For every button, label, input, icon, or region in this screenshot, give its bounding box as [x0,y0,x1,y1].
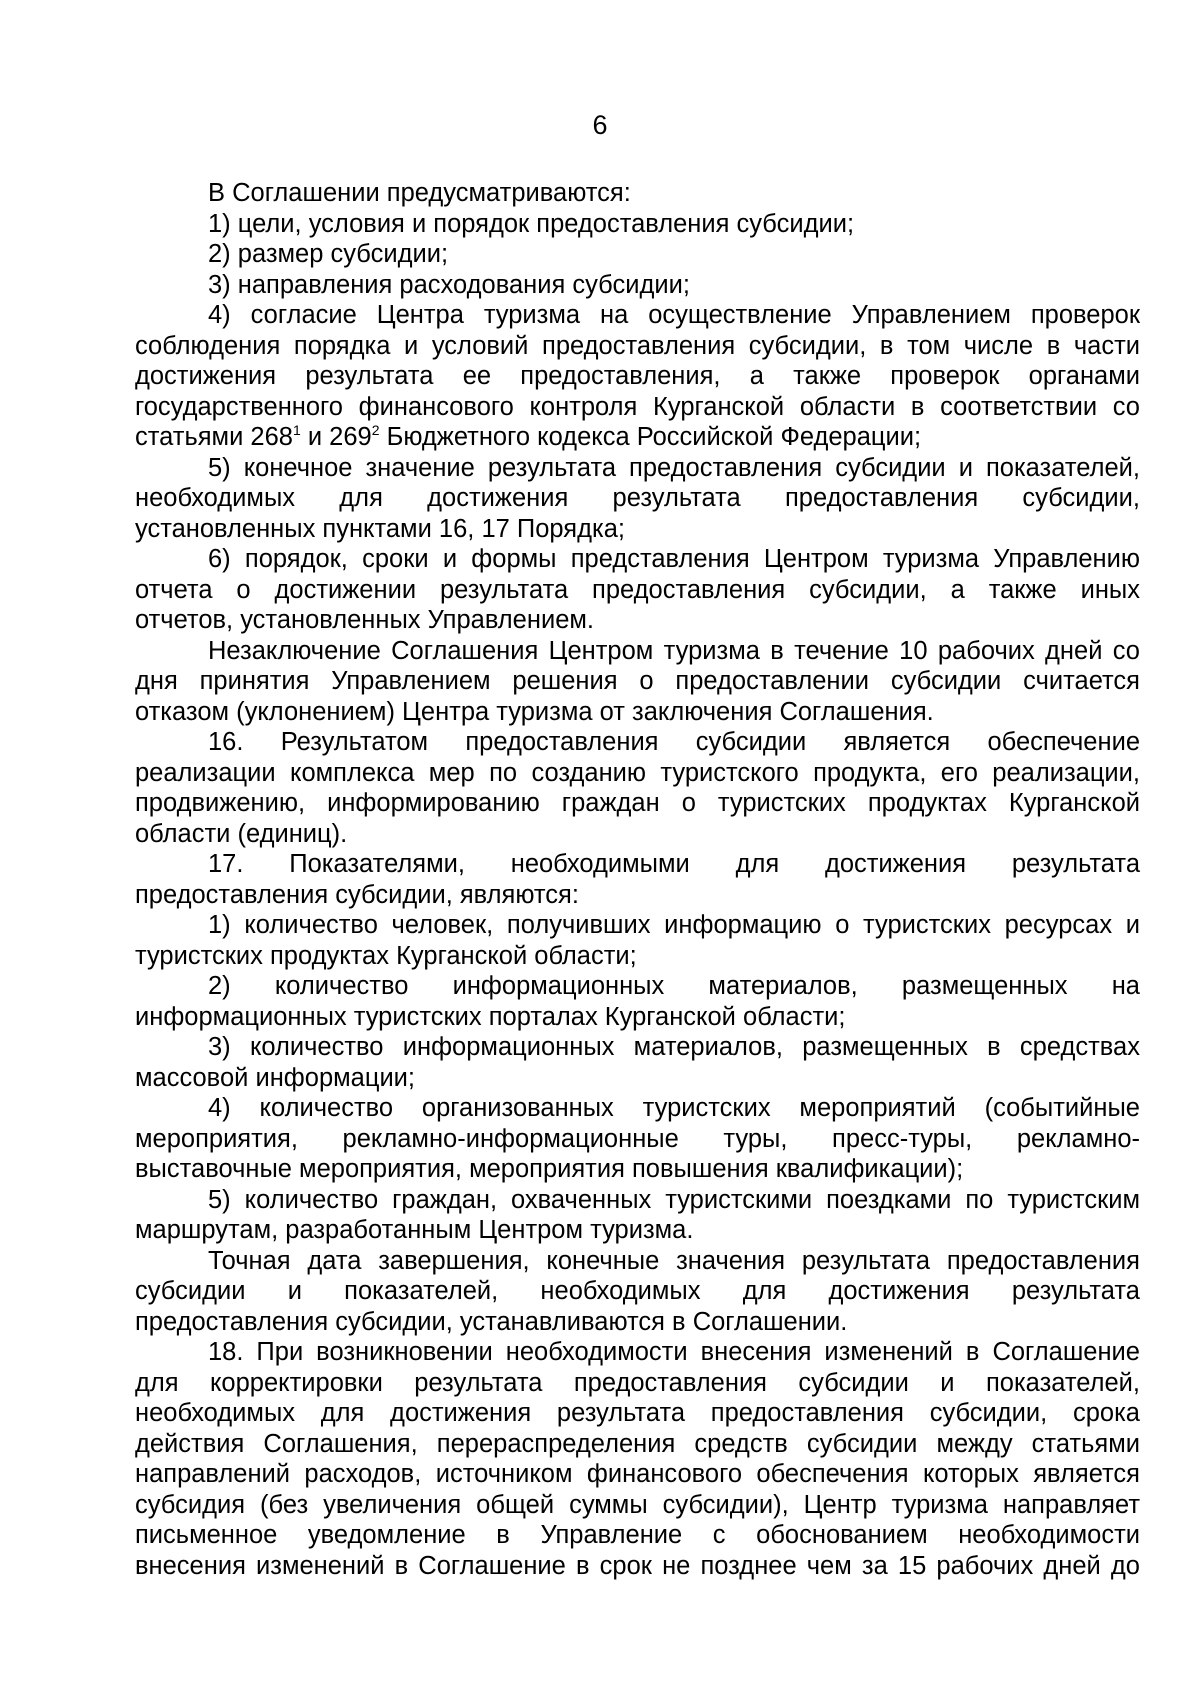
text-line: информационных туристских порталах Курганской области; [135,1002,846,1031]
text-line: массовой информации; [135,1063,416,1092]
text-line: продвижению, информированию граждан о туристских продуктах Курганской [135,789,1140,817]
text-segment: Бюджетного кодекса Российской Федерации; [379,423,922,451]
text-line: предоставления субсидии, являются: [135,880,579,909]
text-line: соблюдения порядка и условий предоставления субсидии, в том числе в части [135,331,1140,360]
text-line: действия Соглашения, перераспределения средств субсидии между статьями [135,1429,1140,1458]
text-line: субсидии и показателей, необходимых для достижения результата [135,1277,1140,1305]
text-line: 3) направления расходования субсидии; [208,270,690,299]
text-line: 16. Результатом предоставления субсидии является обеспечение [208,728,1140,756]
text-line: В Соглашении предусматриваются: [208,179,631,207]
text-segment: и 269 [300,423,372,451]
text-segment: статьями 268 [135,423,293,451]
text-line: достижения результата ее предоставления, а также проверок органами [135,362,1140,390]
text-line: 2) количество информационных материалов, размещенных на [208,972,1140,1000]
text-line: субсидия (без увеличения общей суммы субсидии), Центр туризма направляет [135,1490,1140,1519]
text-line: маршрутам, разработанным Центром туризма. [135,1216,694,1244]
document-body [135,178,1140,1581]
superscript: 2 [371,422,380,438]
text-line: 18. При возникновении необходимости внесения изменений в Соглашение [208,1338,1140,1366]
text-line: необходимых для достижения результата предоставления субсидии, [135,484,1140,512]
text-line: установленных пунктами 16, 17 Порядка; [135,514,625,543]
text-line: дня принятия Управлением решения о предоставлении субсидии считается [135,667,1140,695]
text-line: отчетов, установленных Управлением. [135,606,594,634]
text-line: Точная дата завершения, конечные значения результата предоставления [208,1246,1140,1275]
text-line: выставочные мероприятия, мероприятия повышения квалификации); [135,1155,964,1183]
text-line: направлений расходов, источником финансового обеспечения которых является [135,1460,1140,1488]
text-line: 3) количество информационных материалов, размещенных в средствах [208,1033,1140,1061]
text-line [135,422,1140,453]
text-line: 6) порядок, сроки и формы представления Центром туризма Управлению [208,545,1140,573]
text-line: области (единиц). [135,819,348,848]
text-line: мероприятия, рекламно-информационные туры, пресс-туры, рекламно- [135,1124,1140,1153]
text-line: 17. Показателями, необходимыми для достижения результата [208,850,1140,878]
text-line: 5) конечное значение результата предоставления субсидии и показателей, [208,453,1140,482]
text-line: письменное уведомление в Управление с обоснованием необходимости [135,1521,1140,1549]
text-line: 1) цели, условия и порядок предоставления субсидии; [208,209,855,238]
text-line: необходимых для достижения результата предоставления субсидии, срока [135,1399,1140,1427]
text-line: внесения изменений в Соглашение в срок не позднее чем за 15 рабочих дней до [135,1551,1140,1580]
text-line: 4) количество организованных туристских мероприятий (событийные [208,1094,1140,1122]
text-line: предоставления субсидии, устанавливаются в Соглашении. [135,1307,848,1336]
text-line: государственного финансового контроля Курганской области в соответствии со [135,392,1140,421]
text-line: отчета о достижении результата предоставления субсидии, а также иных [135,575,1140,604]
text-line: реализации комплекса мер по созданию туристского продукта, его реализации, [135,758,1140,787]
text-line: 1) количество человек, получивших информацию о туристских ресурсах и [208,911,1140,939]
text-line: 4) согласие Центра туризма на осуществление Управлением проверок [208,301,1140,329]
page-number: 6 [592,110,608,140]
text-line: для корректировки результата предоставления субсидии и показателей, [135,1368,1140,1397]
superscript: 1 [292,422,301,438]
text-line: 5) количество граждан, охваченных туристскими поездками по туристским [208,1185,1140,1214]
text-line: отказом (уклонением) Центра туризма от заключения Соглашения. [135,697,934,726]
text-line: 2) размер субсидии; [208,240,449,268]
text-line: Незаключение Соглашения Центром туризма в течение 10 рабочих дней со [208,636,1140,665]
text-line: туристских продуктах Курганской области; [135,941,637,970]
